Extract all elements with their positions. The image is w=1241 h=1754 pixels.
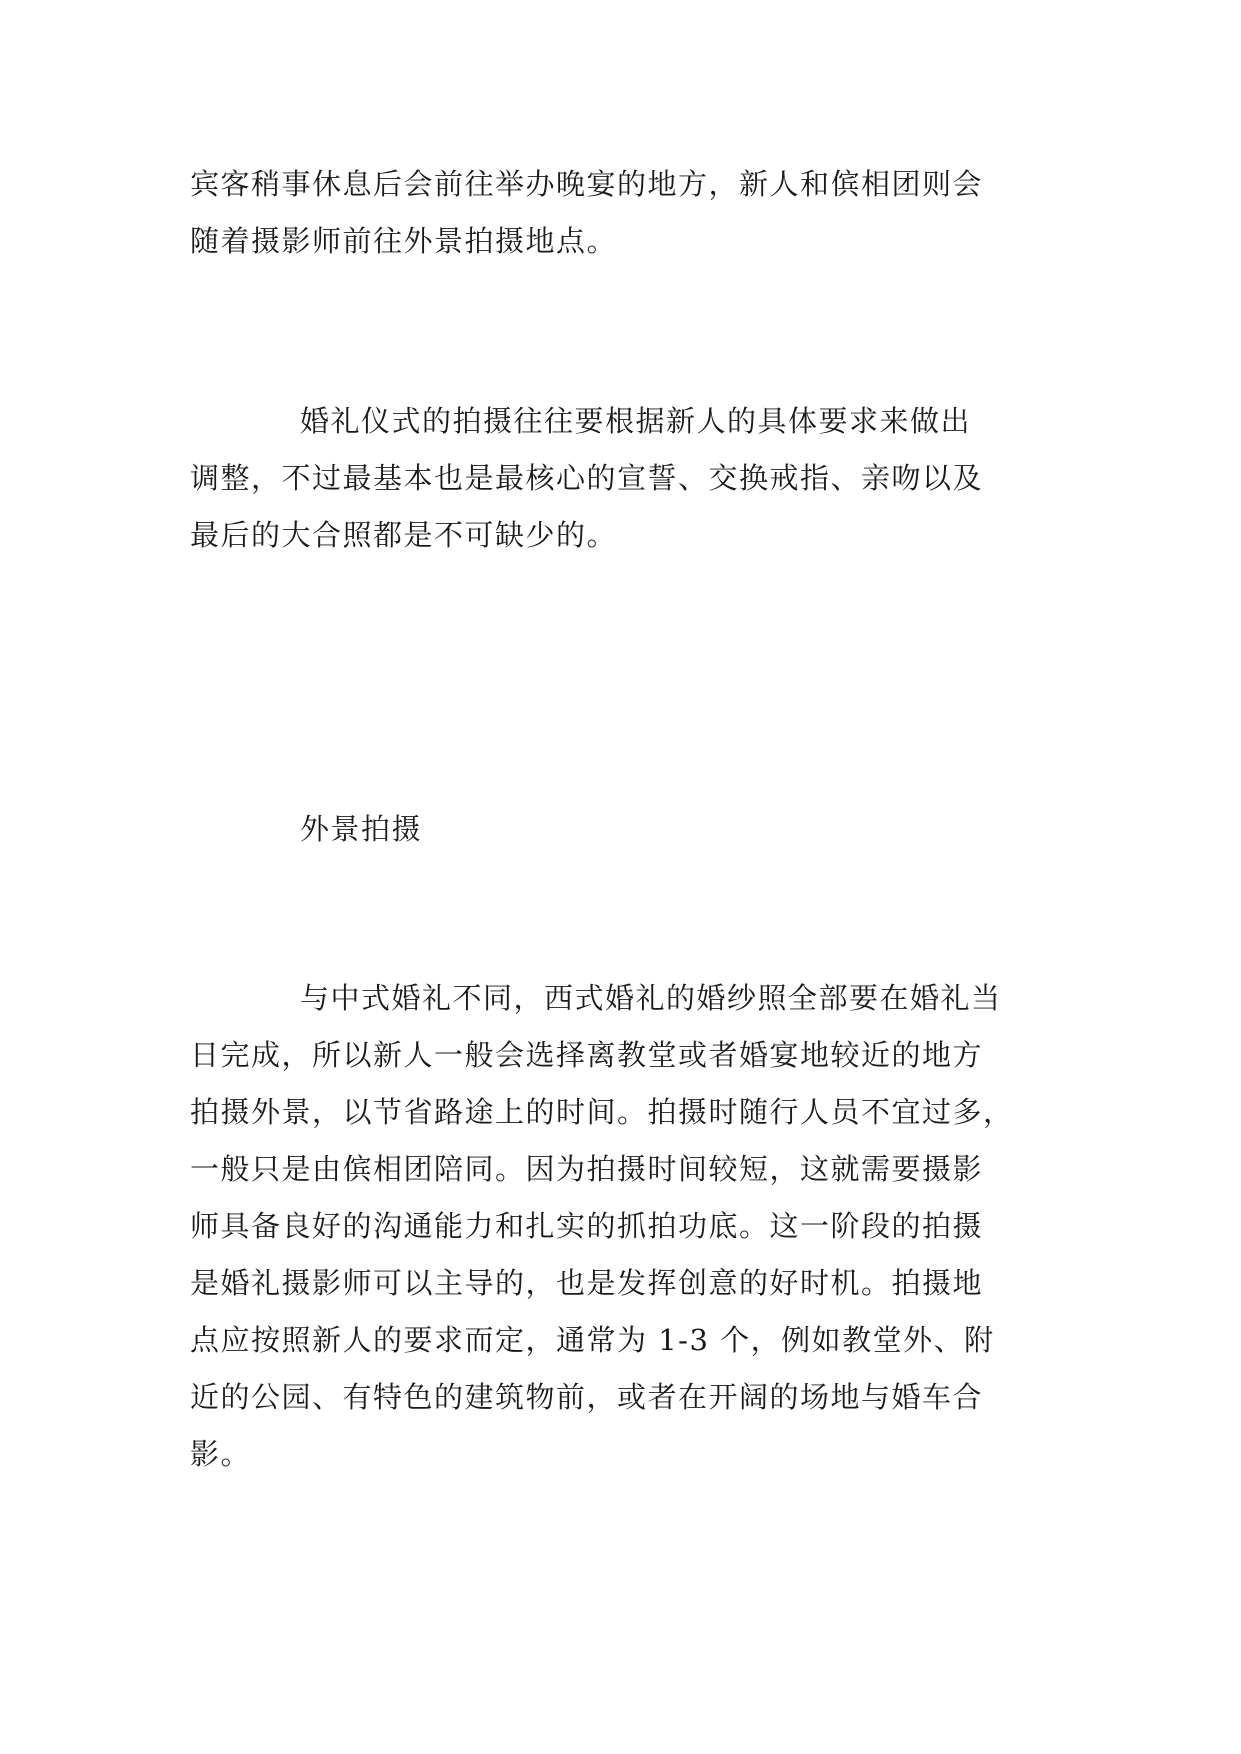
paragraph-line: 婚礼仪式的拍摄往往要根据新人的具体要求来做出 (300, 404, 972, 438)
paragraph-line: 是婚礼摄影师可以主导的，也是发挥创意的好时机。拍摄地 (190, 1266, 984, 1300)
paragraph-line: 拍摄外景，以节省路途上的时间。拍摄时随行人员不宜过多， (190, 1095, 1014, 1129)
paragraph-line: 宾客稍事休息后会前往举办晚宴的地方，新人和傧相团则会 (190, 167, 984, 201)
paragraph-ceremony-shooting (190, 393, 1052, 564)
paragraph-line: 日完成，所以新人一般会选择离教堂或者婚宴地较近的地方 (190, 1038, 984, 1072)
paragraph-line: 与中式婚礼不同，西式婚礼的婚纱照全部要在婚礼当 (300, 981, 1002, 1015)
paragraph-line: 近的公园、有特色的建筑物前，或者在开阔的场地与婚车合 (190, 1380, 984, 1414)
paragraph-line: 随着摄影师前往外景拍摄地点。 (190, 224, 618, 258)
paragraph-line: 一般只是由傧相团陪同。因为拍摄时间较短，这就需要摄影 (190, 1152, 984, 1186)
paragraph-line: 影。 (190, 1437, 252, 1471)
paragraph-line: 最后的大合照都是不可缺少的。 (190, 518, 618, 552)
paragraph-line: 点应按照新人的要求而定，通常为 1-3 个，例如教堂外、附 (190, 1323, 995, 1357)
section-heading: 外景拍摄 (300, 812, 423, 846)
paragraph-line: 师具备良好的沟通能力和扎实的抓拍功底。这一阶段的拍摄 (190, 1209, 984, 1243)
paragraph-outdoor-shooting (190, 970, 1052, 1483)
paragraph-guests-rest (190, 156, 1052, 270)
paragraph-line: 调整，不过最基本也是最核心的宣誓、交换戒指、亲吻以及 (190, 461, 984, 495)
